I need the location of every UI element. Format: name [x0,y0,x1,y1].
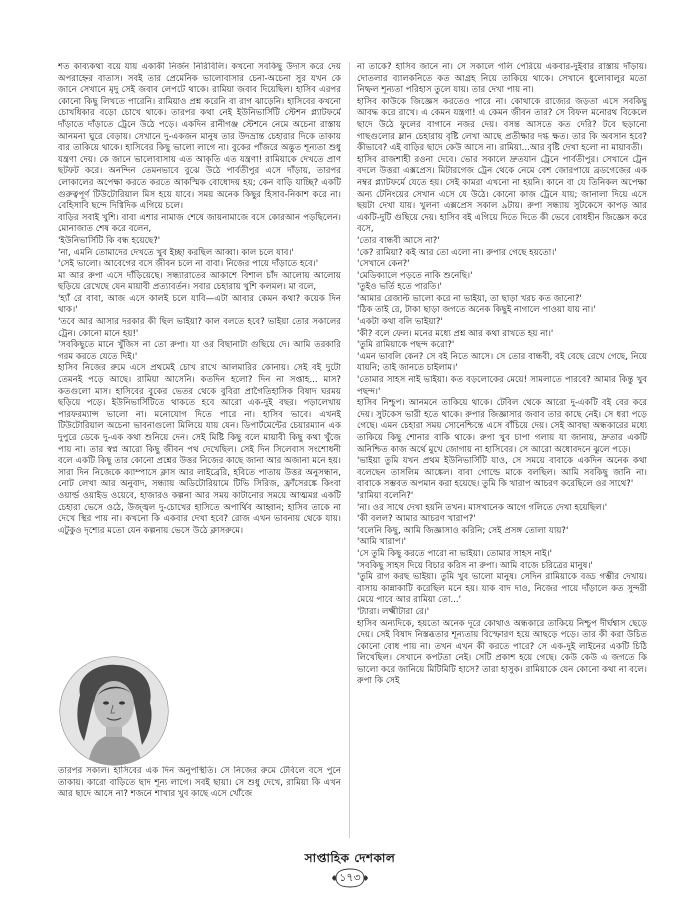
dialogue-line: 'একটা কথা বলি ভাইয়া?' [357,317,443,328]
dialogue-line: 'তবে আর আসার দরকার কী ছিল ভাইয়া? কাল বলতে হবে? ভাইয়া তোর সকালের ট্রেন। কোনো মানে হয়!' [58,317,341,339]
dialogue-line: 'হ্যাঁ রে বাবা, আজ এসে কালই চলে যাবি—এটা আবার কেমন কথা? কয়েক দিন থাক।' [58,293,341,316]
dialogue-line: 'সেই ভালো। আবেগের বসে জীবন চলে না বাবা। নিজের পায়ে দাঁড়াতে হবে।' [58,259,319,270]
page-number: ১৭৩ [339,870,361,884]
paragraph: বাড়ির সবাই খুশি। বাবা এশার নামাজ শেষে জায়নামাজে বসে কোরআন পড়ছিলেন। মোনাজাত শেষ করে বলেন, [58,212,341,235]
paragraph: শত কাব্যকথা বয়ে যায় একাকী নির্জন নিরিবিলি। কখনো সবকিছু উদাস করে দেয় অপরাহ্নের বাতাস। সবই তার প্রেমেনিক ভালোবাসার চেনা-অচেনা সুর যখন কে জানে সেখানে মৃদু সেই জবাব লেপটে থাকে। রামিয়া জবাব দিয়েছিল। হাসিব এরপর কোনো কিছু লিখতে পারেনি। রামিয়াও প্রশ্ন করেনি বা রাগ ঝাড়েনি। হাসিবের কখনো চোখধিকার বড়ো চোখে থাকে। তারপর কথা নেই ইউনিভার্সিটি স্টেশন প্ল্যাটফর্মে দাঁড়াতে দাঁড়াতে ট্রেনে উঠে পড়ে। একদিন রানীগঞ্জ স্টেশনে নেমে অচেনা রাস্তায় আনমনা ঘুরে বেড়ায়। সেখানে দু-একজন মানুষ তার উদভ্রান্ত চেহারার দিকে তাকায় বার তাকিয়ে থাকে। হাসিবের কিছু ভালো লাগে না। বুকের পাঁজরে অদ্ভুত শূন্যতা শুধু যন্ত্রণা দেয়। কে জানে ভালোবাসায় এত আকৃতি এত যন্ত্রণা! রামিয়াকে দেখতে প্রাণ ছটফট করে। অনন্দিন তেমনভাবে বুঝে উঠে পার্বতীপুর এসে দাঁড়ায়, তারপর লোকালের অপেক্ষা করতে করতে আকস্মিক বোধোদয় হয়; কেন বাড়ি যাচ্ছি? একটি গুরুত্বপূর্ণ টিউটোরিয়াল মিস হয়ে যাবে। সময় অনেক কিছুর হিসাব-নিকাশ করে না। বেহিসাবি ছন্দে দিগ্বিদিক এগিয়ে চলে। [58,62,341,212]
paragraph: হাসিব কাউকে জিজ্ঞেস করতেও পারে না। কোথাকে রাজ্যের জড়তা এসে সবকিছু আবদ্ধ করে রাখে। এ কেমন যন্ত্রণা! এ কেমন জীবন তার? সে বিফল মনোরথ বিকেলে ছাদে উঠে ফুলের বাগানে নজর দেয়। বসন্ত আসতে কত দেরি? টবে ছড়ানো গাছগুলোর ম্লান চেহারায় বৃষ্টি লেখা আছে প্রতীক্ষার দগ্ধ ক্ষত। তার কি অবসান হবে? কীভাবে? এই বাড়ির ছাদে কেউ আসে না। রামিয়া...আর বৃষ্টি দেখা হলো না মায়াবতী। [357,96,647,154]
dialogue-line: 'তোমার সাহস নাই ভাইয়া। কত বড়লোকের মেয়ে! সামলাতে পারবে? আমার কিন্তু খুব পছন্দ।' [357,375,647,397]
paragraph: হাসিব অন্যদিকে, হয়তো অনেক দূরে কোথাও অন্ধকারে তাকিয়ে নিশ্চুপ দীর্ঘশ্বাস ছেড়ে দেয়। সেই বিষাদ নিস্তব্ধতার শূন্যতায় বিস্ফোরণ হয়ে আছড়ে পড়ে। তার কী করা উচিত কোনো বোধ পায় না। তখন এখন কী করতে পারে? সে এক-দুই লাইনের একটি চিঠি লিখেছিল। সেখানে কপটতা নেই। সেটি প্রকাশ হয়ে গেছে। কেউ কেউ এ জগতে কি ভালো করে জানিয়ে মিটিমিটি হাসে? তারা হাসুক। রামিয়াকে যেন কোনো কথা না বলে। রুপা কি সেই [357,618,647,687]
dialogue-line: 'ভাইয়া তুমি যখন প্রথম ইউনিভার্সিটি যাও, সে সময়ে বাবাকে একদিন অনেক কথা বলেছেন তাসলিম আঙ্কেল। বাবা গোল্ডে মাকে বলছিল। আমি সবকিছু জানি না। বাবাকে সম্ভবত অপমান করা হয়েছে। তুমি কি খারাপ আচরণ করেছিলে ওর সাথে?' [357,456,647,490]
paragraph: হাসিব নিশ্চুপ। আনমনে তাকিয়ে থাকে। টেবিল থেকে আরো দু-একটি বই বের করে দেয়। সুটকেস ভারী হতে থাকে। রুপার জিজ্ঞাসার জবাব তার কাছে নেই। সে ধরা পড়ে গেছে। এমন চেহারা সময় সোনেশ্চিন্তে এসে বাঁচিয়ে দেয়। সেই আবছা অন্ধকারের মধ্যে তাকিয়ে কিছু শোনার বাকি থাকে। রুপা খুব চাপা গলায় যা জানায়, দ্রুতার একটি অনিশ্চিত কাজ অর্থে মুখে জোগায় না হাসিবের। সে আরো অধোবদনে ঝুলে পড়ে। [357,398,647,455]
dialogue-line: 'ট্যারা। লক্ষ্মীটারা রে।' [357,606,430,617]
dialogue-line: 'সে তুমি কিছু করতে পারো না ভাইয়া। তোমার সাহস নাই।' [357,548,553,559]
page-number-badge [330,866,370,890]
article-left-column [58,62,341,662]
dialogue-line: 'রামিয়া বলেনি?' [357,490,414,501]
author-portrait-illustration [58,655,170,767]
column-divider [349,62,350,838]
dialogue-line: 'তুমি রাগ করছ ভাইয়া। তুমি খুব ভালো মানুষ। সেদিন রামিয়াকে বড্ড গম্ভীর দেখায়। বাসায় কান্নাকাটি করেছিল মনে হয়। যাক বাদ দাও, নিজের পায়ে দাঁড়ালে কত সুন্দরী মেয়ে পাবে আর রামিয়া তো...' [357,572,647,606]
dialogue-line: 'মেডিক্যালে পড়তে নাকি শুনেছি।' [357,270,473,281]
dialogue-line: 'সবকিছুতে মানে খুঁজিস না তো রুপা। যা ওর বিছানাটা গুছিয়ে দে। আমি তরকারি গরম করতে যেতে দিই।' [58,340,341,362]
paragraph: তারপর সকাল। হাসিবের এক দিন অনুপস্থিতি। সে নিজের রুমে টেবিলে বসে পুনে তাকায়। কারো বাড়িতে ছাদ শূন্য লাগে। সবই ছায়া। সে শুধু দেখে, রামিয়া কি এখন আর ছাদে আসে না? শজনে শাখার খুব কাছে এসে খোঁজে [58,766,341,800]
dialogue-line: 'সেখানে কেন?' [357,259,410,270]
paragraph: হাসিব নিজের রুমে এসে প্রথমেই চোখ রাখে আলমারির কোনায়। সেই বই দুটো তেমনই পড়ে আছে। রামিয়া আসেনি। কতদিন হলো? দিন না সপ্তাহ... মাস? কতগুলো মাস। হাসিবের বুকের ভেতর থেকে বুবিরা প্রাগৈতিহাসিক বিষাদ ঘরময় ছড়িয়ে পড়ে। ইউনিভার্সিটিতে থাকতে হবে আরো এক-দুই বছর। পড়ালেখায় পারফরম্যান্স ভালো না। মনোযোগ দিতে পারে না। হাসিব ভাবে। এখনই টিউটোরিয়াল অচেনা ভাবনাগুলো মিলিয়ে যায় যেন। ডিপার্টমেন্টের চেয়ারম্যান এক দুপুরে ডেকে দু-এক কথা শুনিয়ে দেন। সেই মিষ্টি কিছু বলে মায়াবী কিছু কথা খুঁজে পায় না। তার স্বপ্ন আরো কিছু জীবন পথ দেখেছিল। সেই দিন সিলেবাস সংশোধনী বলে একটি কিছু তার কোনো প্রশ্নের উত্তর নিজের কাছে জানা আর অজানা মনে হয়। সারা দিন নিজেকে ক্যাম্পাসে ক্লাস আর লাইব্রেরি, হবিতে পাতায় উত্তর অনুসন্ধান, নোট লেখা আর অনুবাদ, সন্ধ্যায় অডিটোরিয়ামে টিভি সিরিজ, ফ্রাঁসেরঙ্কে কিংবা ওয়ার্ল্ড ওয়াইড ওয়েবে, হাজারও কল্পনা আর সময় কাটানোর সময়ে আত্মমগ্ন একটি চেহারা ভেসে ওঠে, উজ্জ্বল দু-চোখের হাসিতে অপার্থিব আহ্বান; হাসিব তাকে না দেখে স্থির পায় না। কখনো কি একবার দেখা হবে? রোজ এখন ভাবনায় থেকে যায়। এটুকুও দৃশ্যের মতো যেন কল্পনায় ভেসে উঠে ক্লাসরুমে। [58,363,341,536]
dialogue-line: 'এমন ভাবলি কেন? সে বই নিতে আসে। সে তোর বান্ধবী, বই বেছে রেখে গেছে, নিয়ে যায়নি; তাই জানতে চাইলাম।' [357,351,647,374]
dialogue-line: 'আমার রেজাল্ট ভালো করে না ভাইয়া, তা ছাড়া খরচ কত জানো?' [357,293,582,304]
dialogue-line: 'তুইও ভর্তি হতে পারতি।' [357,282,442,293]
dialogue-line: 'তোর বান্ধবী আসে না?' [357,235,440,246]
dialogue-line: 'বলেনি কিছু, আমি জিজ্ঞাসাও করিনি; সেই প্রসঙ্গ তোলা যায়?' [357,525,569,536]
dialogue-line: 'আমি খারাপ।' [357,537,406,548]
dialogue-line: 'তুমি রামিয়াকে পছন্দ করো?' [357,340,455,351]
dialogue-line: 'সবকিছু সাহস দিয়ে বিচার করিস না রুপা। আমি বাজে চরিত্রের মানুষ।' [357,560,593,571]
dialogue-line: 'ইউনিভার্সিটি কি বন্ধ হয়েছে?' [58,235,161,246]
magazine-name: সাপ্তাহিক দেশকাল [304,851,396,865]
dialogue-line: 'ঠিক তাই রে, টাকা ছাড়া জগতে অনেক কিছুই নাগালে পাওয়া যায় না।' [357,305,596,316]
dialogue-line: 'না, এমনি তোমাদের দেখতে খুব ইচ্ছা করছিল আব্বা। কাল চলে যাব।' [58,247,294,258]
paragraph: না তাকে? হাসিব জানে না। সে সকালে গলি পেরিয়ে একবার-দুইবার রাস্তায় দাঁড়ায়। দোতলার ব্যালকনিতে কত আগ্রহ নিয়ে তাকিয়ে থাকে। সেখানে ধুলোবালুর মতো নিষ্ফল শূন্যতা পরিহাস তুলে যায়। তার দেখা পায় না। [357,62,647,96]
paragraph: মা আর রুপা এসে দাঁড়িয়েছে। সন্ধ্যারাতের আকাশে বিশাল চাঁদ আলোয় আলোয় ছড়িয়ে রেখেছে যেন মায়াবী প্রত্যাবর্তন। সবার চেহারায় খুশি কলমল। মা বলে, [58,270,341,293]
dialogue-line: 'কে? রামিয়া? কই আর তো এলো না। রুপার গেছে হয়তো।' [357,247,557,258]
article-left-column-continued [58,766,341,838]
article-right-column [357,62,647,822]
dialogue-line: 'কী বলল? আমার আচরণ খারাপ?' [357,514,476,525]
dialogue-line: 'কী? বলে ফেল। মনের মধ্যে প্রশ্ন আর কথা রাখতে হয় না।' [357,328,554,339]
paragraph: হাসিব রাজশাহী রওনা দেবে। ভোর সকালে দ্রুতযান ট্রেনে পার্বতীপুর। সেখানে ট্রেন বদলে উত্তরা এক্সপ্রেস। মিটারগেজ ট্রেন থেকে নেমে বেশ জোরপায়ে ব্রডগেজের এক নম্বর প্ল্যাটফর্মে যেতে হয়। সেই কামরা এখনো না হয়নি। কানে বা যে তিনিকল অপেক্ষা অন্য টেনিংয়ের সেখান এসে যে উঠে। কোনো কাজ ট্রেনে যায়; জানালা দিয়ে এসে ছয়টা দেখা যায়। খুলনা এক্সপ্রেস সকাল ৯টায়। রুপা সন্ধ্যায় সুটকেসে কাপড় আর একটি-দুটি গুছিয়ে দেয়। হাসিব বই এগিয়ে দিতে দিতে কী ভেবে বোধহীন জিজ্ঞেস করে বসে, [357,154,647,235]
dialogue-line: 'না। ওর সাথে দেখা হয়নি তখন। মাসখানেক আগে গলিতে দেখা হয়েছিল।' [357,502,608,513]
